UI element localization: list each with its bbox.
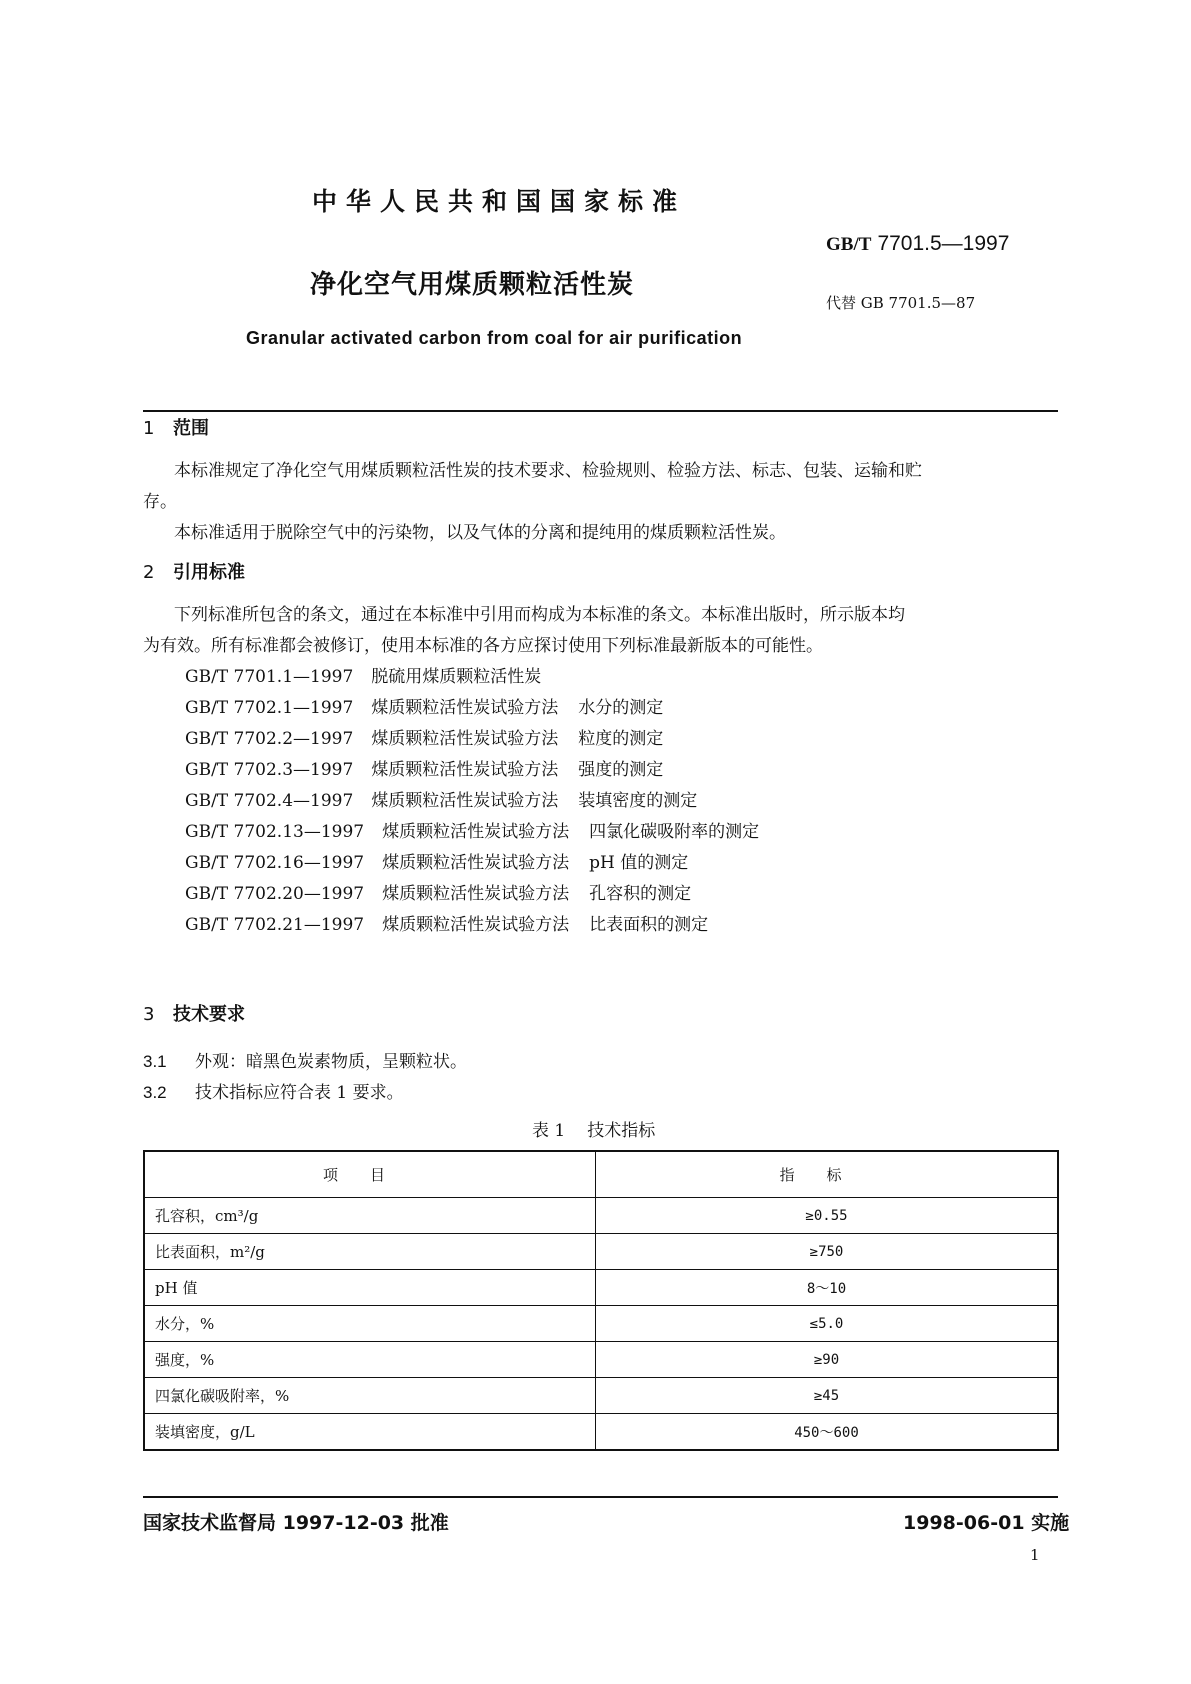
reference-subtitle: 强度的测定: [578, 760, 664, 780]
reference-title: 煤质颗粒活性炭试验方法: [382, 884, 570, 904]
footer-divider: [143, 1496, 1058, 1498]
table-cell-value: 8～10: [596, 1270, 1059, 1306]
table-number: 表 1: [532, 1121, 566, 1141]
table-row: [144, 1198, 1058, 1234]
table-caption: [532, 1116, 655, 1141]
table-cell-value: ≥90: [596, 1342, 1059, 1378]
table-row: [144, 1414, 1058, 1451]
section-title: 引用标准: [173, 562, 245, 583]
reference-title: 煤质颗粒活性炭试验方法: [371, 698, 559, 718]
chinese-title: 净化空气用煤质颗粒活性炭: [310, 270, 635, 300]
table-row: [144, 1306, 1058, 1342]
approval-note: 国家技术监督局 1997-12-03 批准: [143, 1512, 449, 1534]
table-cell-item: 水分，%: [144, 1306, 596, 1342]
reference-title: 煤质颗粒活性炭试验方法: [382, 822, 570, 842]
technical-indicators-table: [143, 1150, 1059, 1451]
header-divider: [143, 410, 1058, 412]
reference-code: GB/T 7702.2—1997: [185, 729, 354, 749]
reference-title: 煤质颗粒活性炭试验方法: [371, 760, 559, 780]
standard-prefix: GB/T: [826, 234, 872, 255]
clause-3-2: [143, 1078, 404, 1103]
table-header-row: [144, 1151, 1058, 1198]
page-number: 1: [1030, 1546, 1040, 1564]
national-standard-heading: 中华人民共和国国家标准: [312, 187, 687, 216]
reference-item: [185, 910, 708, 935]
table-cell-item: 强度，%: [144, 1342, 596, 1378]
reference-item: [185, 848, 688, 873]
section-2-para-line-1: 下列标准所包含的条文，通过在本标准中引用而构成为本标准的条文。本标准出版时，所示版本均: [174, 605, 905, 625]
table-cell-item: 孔容积，cm³/g: [144, 1198, 596, 1234]
reference-subtitle: pH 值的测定: [589, 853, 689, 873]
clause-number: 3.2: [143, 1083, 167, 1102]
reference-code: GB/T 7702.3—1997: [185, 760, 354, 780]
reference-code: GB/T 7702.13—1997: [185, 822, 365, 842]
column-header-value: 指标: [596, 1151, 1059, 1198]
reference-item: [185, 879, 691, 904]
table-row: [144, 1378, 1058, 1414]
clause-3-1: [143, 1047, 467, 1072]
section-1-para-1-line-1: 本标准规定了净化空气用煤质颗粒活性炭的技术要求、检验规则、检验方法、标志、包装、运输和贮: [174, 461, 922, 481]
table-cell-item: pH 值: [144, 1270, 596, 1306]
table-cell-item: 比表面积，m²/g: [144, 1234, 596, 1270]
section-title: 范围: [173, 418, 209, 439]
reference-item: [185, 786, 697, 811]
reference-item: [185, 817, 759, 842]
table-cell-value: ≥0.55: [596, 1198, 1059, 1234]
section-number: 2: [143, 562, 155, 583]
reference-subtitle: 装填密度的测定: [578, 791, 698, 811]
reference-subtitle: 孔容积的测定: [589, 884, 692, 904]
reference-subtitle: 粒度的测定: [578, 729, 664, 749]
table-row: [144, 1270, 1058, 1306]
section-number: 1: [143, 418, 155, 439]
table-cell-item: 装填密度，g/L: [144, 1414, 596, 1451]
reference-title: 煤质颗粒活性炭试验方法: [382, 853, 570, 873]
section-3-heading: [143, 1000, 245, 1026]
reference-code: GB/T 7702.21—1997: [185, 915, 365, 935]
clause-text: 外观：暗黑色炭素物质，呈颗粒状。: [195, 1052, 467, 1072]
reference-item: [185, 662, 561, 687]
reference-item: [185, 755, 663, 780]
reference-code: GB/T 7702.1—1997: [185, 698, 354, 718]
reference-item: [185, 693, 663, 718]
reference-subtitle: 四氯化碳吸附率的测定: [589, 822, 760, 842]
clause-number: 3.1: [143, 1052, 167, 1071]
standard-number: [826, 232, 1009, 256]
replaces-note: 代替 GB 7701.5—87: [826, 294, 976, 312]
reference-code: GB/T 7702.16—1997: [185, 853, 365, 873]
table-cell-value: 450～600: [596, 1414, 1059, 1451]
reference-item: [185, 724, 663, 749]
table-row: [144, 1234, 1058, 1270]
section-number: 3: [143, 1004, 155, 1025]
section-1-para-1-line-2: 存。: [143, 492, 177, 512]
section-title: 技术要求: [173, 1004, 245, 1025]
reference-code: GB/T 7702.20—1997: [185, 884, 365, 904]
table-cell-value: ≥45: [596, 1378, 1059, 1414]
reference-code: GB/T 7701.1—1997: [185, 667, 354, 687]
english-title: Granular activated carbon from coal for air purification: [246, 328, 743, 348]
column-header-item: 项目: [144, 1151, 596, 1198]
table-row: [144, 1342, 1058, 1378]
reference-subtitle: 比表面积的测定: [589, 915, 709, 935]
section-1-heading: [143, 414, 209, 440]
reference-code: GB/T 7702.4—1997: [185, 791, 354, 811]
table-cell-value: ≥750: [596, 1234, 1059, 1270]
standard-code: 7701.5—1997: [877, 232, 1010, 255]
section-2-para-line-2: 为有效。所有标准都会被修订，使用本标准的各方应探讨使用下列标准最新版本的可能性。: [143, 636, 823, 656]
reference-subtitle: 水分的测定: [578, 698, 664, 718]
reference-title: 脱硫用煤质颗粒活性炭: [371, 667, 542, 687]
table-title: 技术指标: [587, 1121, 656, 1141]
section-2-heading: [143, 558, 245, 584]
reference-title: 煤质颗粒活性炭试验方法: [371, 791, 559, 811]
clause-text: 技术指标应符合表 1 要求。: [195, 1083, 404, 1103]
reference-title: 煤质颗粒活性炭试验方法: [382, 915, 570, 935]
table-cell-item: 四氯化碳吸附率，%: [144, 1378, 596, 1414]
table-cell-value: ≤5.0: [596, 1306, 1059, 1342]
section-1-para-2: 本标准适用于脱除空气中的污染物，以及气体的分离和提纯用的煤质颗粒活性炭。: [174, 523, 786, 543]
effective-date: 1998-06-01 实施: [903, 1512, 1070, 1534]
reference-title: 煤质颗粒活性炭试验方法: [371, 729, 559, 749]
